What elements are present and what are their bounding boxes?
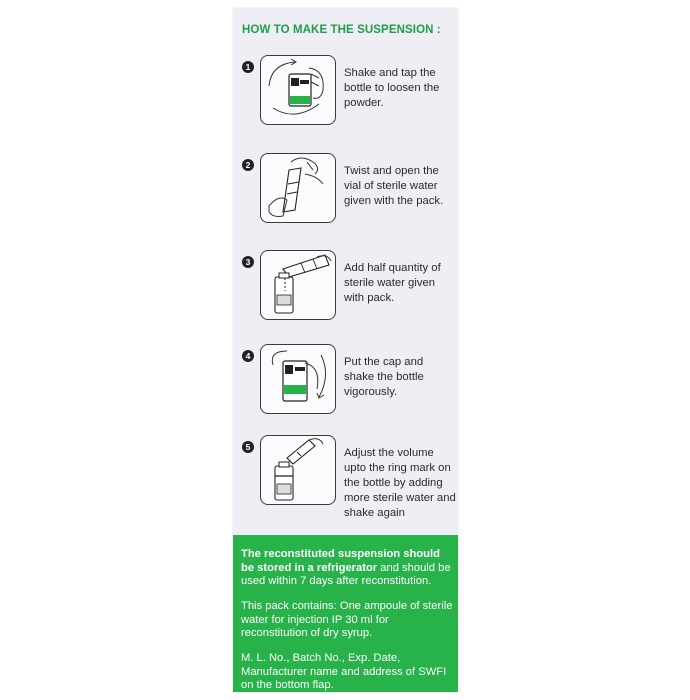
step-number-badge: 4	[242, 350, 254, 362]
instructions-heading: HOW TO MAKE THE SUSPENSION :	[242, 24, 441, 36]
pour-water-icon	[260, 250, 336, 320]
open-vial-icon	[260, 153, 336, 223]
storage-notice	[233, 535, 458, 692]
step-instruction: Shake and tap the bottle to loosen the powder.	[344, 67, 440, 109]
step-instruction: Twist and open the vial of sterile water given with the pack.	[344, 165, 444, 207]
shake-bottle-icon	[260, 55, 336, 125]
step-4	[233, 344, 458, 436]
step-3	[233, 250, 458, 342]
storage-instruction-bold: The reconstituted suspension should be stored in a refrigerator	[241, 548, 440, 574]
pack-contents: This pack contains: One ampoule of sterile water for injection IP 30 ml for reconstitution of dry syrup.	[241, 600, 453, 640]
step-number-badge: 3	[242, 256, 254, 268]
step-instruction: Add half quantity of sterile water given with pack.	[344, 262, 441, 304]
step-instruction: Adjust the volume upto the ring mark on the bottle by adding more sterile water and shake again	[344, 447, 456, 519]
storage-instruction	[241, 548, 453, 589]
step-number-badge: 5	[242, 441, 254, 453]
step-2	[233, 153, 458, 245]
step-number-badge: 2	[242, 159, 254, 171]
storage-instruction-rest: and should be used within 7 days after reconstitution.	[241, 561, 451, 588]
shake-capped-bottle-icon	[260, 344, 336, 414]
instruction-panel	[233, 8, 458, 692]
adjust-volume-icon	[260, 435, 336, 505]
pack-details-note: M. L. No., Batch No., Exp. Date, Manufacturer name and address of SWFI on the bottom flap.	[241, 652, 447, 692]
step-number-badge: 1	[242, 61, 254, 73]
step-5	[233, 435, 458, 527]
step-instruction: Put the cap and shake the bottle vigorously.	[344, 356, 424, 398]
step-1	[233, 55, 458, 147]
